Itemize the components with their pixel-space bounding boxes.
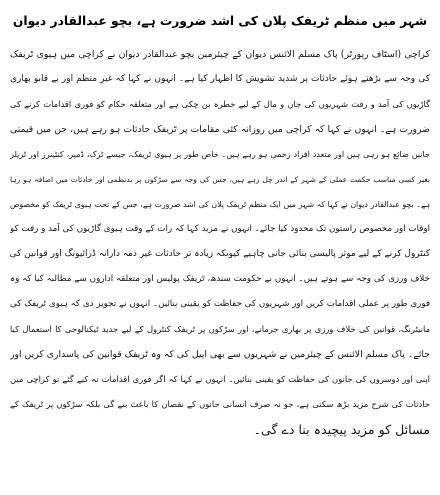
article-line: کراچی (اسٹاف رپورٹر) پاک مسلم الائنس دیوان کے چیئرمین بچو عبدالقادر دیوان نے کراچی میں ہیوی ٹریفک (10, 49, 430, 60)
article-line: کنٹرول کرنے کے لیے موثر پالیسی بنائی جانی چاہیے کیونکہ زیادہ تر حادثات غیر ذمہ دارانہ ڈرائیونگ اور قوانین کی (10, 249, 430, 259)
article-body (10, 42, 430, 442)
article-line: اوقات اور مخصوص راستوں تک محدود کیا جائے۔ انہوں نے مزید کہا کہ رات کے وقت ہیوی گاڑیوں کی آمد و رفت کو (10, 224, 430, 234)
article-line: ہے۔ بچو عبدالقادر دیوان نے کہا کہ شہر میں ایک منظم ٹریفک پلان کی اشد ضرورت ہے، جس کے تحت ہیوی ٹریفک کو مخصوص (10, 200, 430, 209)
article-line: مانیٹرنگ، قوانین کی خلاف ورزی پر بھاری جرمانے، اور سڑکوں پر ٹریفک کنٹرول کے لیے جدید ٹیکنالوجی کا استعمال کیا (10, 324, 430, 334)
article-line: بغیر کسی مناسب حکمت عملی کے شہر کے اندر چل رہے ہیں، جس کی وجہ سے سڑکوں پر بدنظمی اور حادثات میں اضافہ ہو رہا (10, 175, 430, 184)
article-line: جانیں ضائع ہو رہی ہیں اور متعدد افراد زخمی ہو رہے ہیں۔ خاص طور پر ہیوی ٹریفک، جیسے ٹرک، ڈمپر، کنٹینرز اور ٹریلر (10, 149, 430, 159)
headline: شہر میں منظم ٹریفک پلان کی اشد ضرورت ہے، بچو عبدالقادر دیوان (12, 14, 428, 28)
article-line: مسائل کو مزید پیچیدہ بنا دے گی۔ (253, 422, 430, 437)
article-line: گاڑیوں کی آمد و رفت شہریوں کی جان و مال کے لیے خطرہ بن چکی ہے اور متعلقہ حکام کو فوری اقدامات کرنے کی (10, 99, 430, 109)
article-line: کی وجہ سے بڑھتے ہوئے حادثات پر شدید تشویش کا اظہار کیا ہے۔ انہوں نے کہا کہ غیر منظم اور بے قابو بھاری (10, 74, 430, 84)
article-line: اپنی اور دوسروں کی جانوں کی حفاظت کو یقینی بنائیں۔ انہوں نے کہا کہ اگر فوری اقدامات نہ کیے گئے تو کراچی میں (10, 374, 430, 384)
article-line: ضرورت ہے۔ انہوں نے کہا کہ کراچی میں روزانہ کئی مقامات پر ٹریفک حادثات ہو رہے ہیں، جن میں قیمتی (10, 124, 430, 135)
article-line: حادثات کی شرح مزید بڑھ سکتی ہے، جو نہ صرف انسانی جانوں کے نقصان کا باعث بنے گی بلکہ سڑکوں پر ٹریفک کے (10, 399, 430, 409)
article-line: فوری طور پر عملی اقدامات کریں اور شہریوں کی حفاظت کو یقینی بنائیں۔ انہوں نے تجویز دی کہ ہیوی ٹریفک کی (10, 299, 430, 309)
article-line: جائے۔ پاک مسلم الائنس کے چیئرمین نے شہریوں سے بھی اپیل کی کہ وہ ٹریفک قوانین کی پاسداری کریں اور (10, 349, 430, 360)
article-line: خلاف ورزی کی وجہ سے ہوتے ہیں۔ انہوں نے حکومت سندھ، ٹریفک پولیس اور متعلقہ اداروں سے مطالبہ کیا کہ وہ (10, 274, 430, 284)
